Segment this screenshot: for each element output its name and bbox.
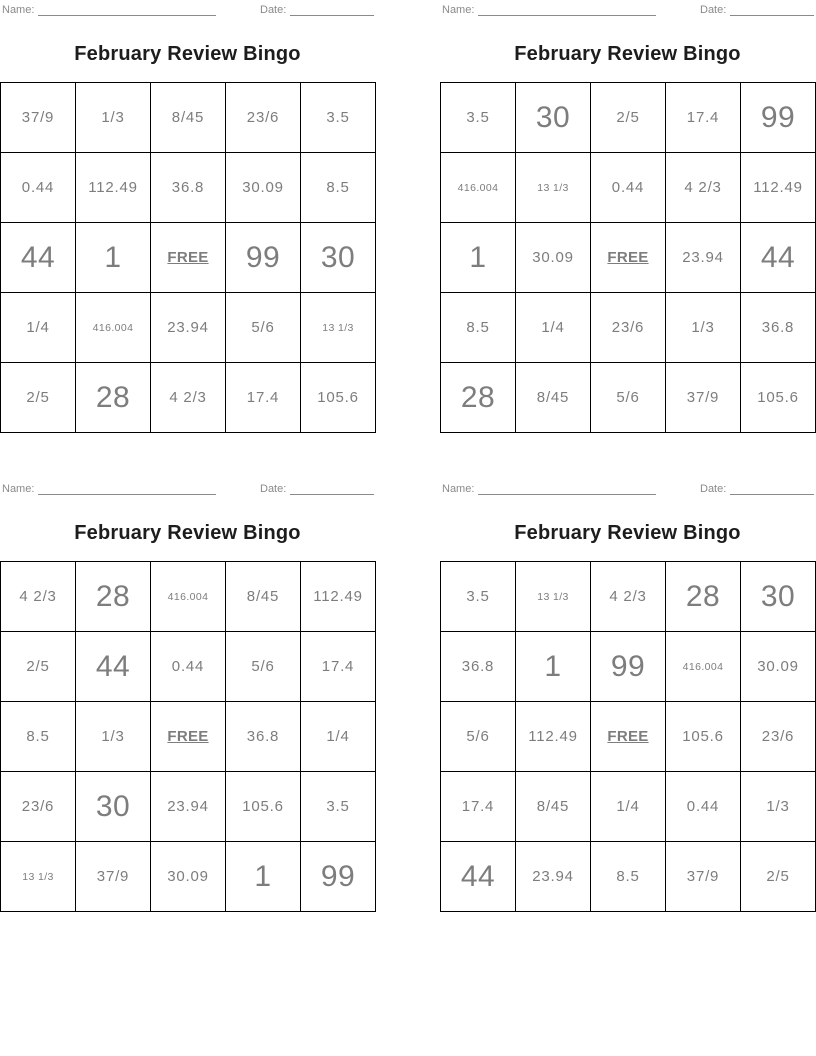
bingo-cell: 1/4 [516, 293, 591, 363]
name-label: Name: [442, 483, 475, 495]
bingo-card-top-left [0, 0, 376, 440]
bingo-cell: 30.09 [151, 842, 226, 912]
bingo-cell: 4 2/3 [151, 363, 226, 433]
date-label: Date: [260, 483, 287, 495]
bingo-cell: 416.004 [441, 153, 516, 223]
bingo-cell: 23/6 [741, 702, 816, 772]
name-field [2, 482, 216, 495]
name-label: Name: [2, 483, 35, 495]
bingo-cell: 8.5 [591, 842, 666, 912]
date-blank-line [290, 3, 374, 16]
bingo-cell: 37/9 [76, 842, 151, 912]
bingo-cell: 3.5 [441, 83, 516, 153]
bingo-cell: 4 2/3 [666, 153, 741, 223]
bingo-cell: 0.44 [1, 153, 76, 223]
bingo-cell: 8/45 [516, 363, 591, 433]
bingo-cell: 1 [516, 632, 591, 702]
date-label: Date: [260, 4, 287, 16]
name-blank-line [38, 482, 216, 495]
bingo-cell: 2/5 [741, 842, 816, 912]
bingo-cell: 8.5 [301, 153, 376, 223]
bingo-cell: 8/45 [226, 562, 301, 632]
card-header [440, 482, 816, 500]
bingo-cell: 1 [226, 842, 301, 912]
bingo-cell: 23.94 [666, 223, 741, 293]
bingo-cell: 416.004 [666, 632, 741, 702]
bingo-cell: 105.6 [741, 363, 816, 433]
bingo-cell: 0.44 [666, 772, 741, 842]
card-title: February Review Bingo [514, 522, 741, 544]
bingo-cell: 5/6 [441, 702, 516, 772]
bingo-cell: 99 [301, 842, 376, 912]
bingo-cell: 105.6 [666, 702, 741, 772]
card-title: February Review Bingo [514, 43, 741, 65]
bingo-card-bottom-right [440, 479, 816, 919]
date-field [260, 3, 374, 16]
bingo-cell: 99 [741, 83, 816, 153]
bingo-cell: 44 [1, 223, 76, 293]
date-field [700, 3, 814, 16]
bingo-cell: 4 2/3 [591, 562, 666, 632]
bingo-cell: 28 [666, 562, 741, 632]
bingo-cell: 1/3 [76, 702, 151, 772]
bingo-cell: 23.94 [516, 842, 591, 912]
free-space-cell: FREE [591, 223, 666, 293]
bingo-cell: 416.004 [76, 293, 151, 363]
bingo-cell: 1 [76, 223, 151, 293]
bingo-cell: 28 [76, 363, 151, 433]
bingo-cell: 37/9 [666, 363, 741, 433]
bingo-cell: 8.5 [1, 702, 76, 772]
bingo-cell: 37/9 [1, 83, 76, 153]
bingo-grid [0, 82, 376, 433]
bingo-cell: 112.49 [76, 153, 151, 223]
bingo-cell: 0.44 [151, 632, 226, 702]
card-header [0, 482, 376, 500]
bingo-cell: 23/6 [226, 83, 301, 153]
bingo-cell: 2/5 [1, 363, 76, 433]
bingo-cell: 36.8 [741, 293, 816, 363]
bingo-cell: 4 2/3 [1, 562, 76, 632]
bingo-cell: 8.5 [441, 293, 516, 363]
date-blank-line [730, 482, 814, 495]
free-space-cell: FREE [591, 702, 666, 772]
bingo-cell: 36.8 [441, 632, 516, 702]
name-field [2, 3, 216, 16]
bingo-cell: 23.94 [151, 293, 226, 363]
bingo-cell: 30.09 [516, 223, 591, 293]
bingo-cell: 13 1/3 [516, 562, 591, 632]
bingo-cell: 28 [441, 363, 516, 433]
bingo-cell: 36.8 [226, 702, 301, 772]
bingo-cell: 3.5 [441, 562, 516, 632]
bingo-cell: 44 [441, 842, 516, 912]
bingo-cell: 5/6 [591, 363, 666, 433]
bingo-grid [440, 561, 816, 912]
bingo-cell: 3.5 [301, 83, 376, 153]
date-label: Date: [700, 4, 727, 16]
bingo-cell: 112.49 [516, 702, 591, 772]
name-field [442, 3, 656, 16]
bingo-cell: 28 [76, 562, 151, 632]
bingo-cell: 44 [741, 223, 816, 293]
bingo-cell: 23/6 [1, 772, 76, 842]
bingo-cell: 17.4 [441, 772, 516, 842]
bingo-cell: 105.6 [301, 363, 376, 433]
bingo-cell: 36.8 [151, 153, 226, 223]
bingo-cell: 1/4 [1, 293, 76, 363]
bingo-cell: 17.4 [666, 83, 741, 153]
bingo-cell: 30 [76, 772, 151, 842]
card-title: February Review Bingo [74, 43, 301, 65]
bingo-cell: 99 [226, 223, 301, 293]
card-header [440, 3, 816, 21]
bingo-cell: 5/6 [226, 632, 301, 702]
bingo-cell: 13 1/3 [301, 293, 376, 363]
name-blank-line [478, 482, 656, 495]
name-label: Name: [2, 4, 35, 16]
bingo-cell: 13 1/3 [1, 842, 76, 912]
bingo-cell: 1/3 [741, 772, 816, 842]
bingo-cell: 5/6 [226, 293, 301, 363]
bingo-cell: 30 [741, 562, 816, 632]
bingo-cell: 2/5 [1, 632, 76, 702]
bingo-cell: 99 [591, 632, 666, 702]
date-field [260, 482, 374, 495]
bingo-cell: 3.5 [301, 772, 376, 842]
card-title: February Review Bingo [74, 522, 301, 544]
bingo-cell: 30 [516, 83, 591, 153]
bingo-cell: 1/4 [301, 702, 376, 772]
bingo-grid [440, 82, 816, 433]
bingo-cell: 30 [301, 223, 376, 293]
bingo-cell: 1 [441, 223, 516, 293]
free-space-cell: FREE [151, 702, 226, 772]
bingo-cell: 17.4 [226, 363, 301, 433]
bingo-cell: 23/6 [591, 293, 666, 363]
bingo-cell: 30.09 [741, 632, 816, 702]
name-blank-line [38, 3, 216, 16]
bingo-cell: 0.44 [591, 153, 666, 223]
bingo-cell: 112.49 [301, 562, 376, 632]
bingo-cell: 13 1/3 [516, 153, 591, 223]
bingo-cell: 37/9 [666, 842, 741, 912]
bingo-cell: 44 [76, 632, 151, 702]
name-field [442, 482, 656, 495]
date-blank-line [730, 3, 814, 16]
bingo-card-bottom-left [0, 479, 376, 919]
bingo-cell: 8/45 [151, 83, 226, 153]
free-space-cell: FREE [151, 223, 226, 293]
date-field [700, 482, 814, 495]
bingo-cell: 1/4 [591, 772, 666, 842]
bingo-cell: 1/3 [76, 83, 151, 153]
bingo-cell: 112.49 [741, 153, 816, 223]
name-blank-line [478, 3, 656, 16]
bingo-cell: 30.09 [226, 153, 301, 223]
date-blank-line [290, 482, 374, 495]
bingo-cell: 17.4 [301, 632, 376, 702]
name-label: Name: [442, 4, 475, 16]
bingo-cell: 8/45 [516, 772, 591, 842]
bingo-grid [0, 561, 376, 912]
bingo-cell: 416.004 [151, 562, 226, 632]
card-header [0, 3, 376, 21]
bingo-card-top-right [440, 0, 816, 440]
date-label: Date: [700, 483, 727, 495]
bingo-cell: 2/5 [591, 83, 666, 153]
bingo-cell: 23.94 [151, 772, 226, 842]
bingo-cell: 1/3 [666, 293, 741, 363]
bingo-cell: 105.6 [226, 772, 301, 842]
